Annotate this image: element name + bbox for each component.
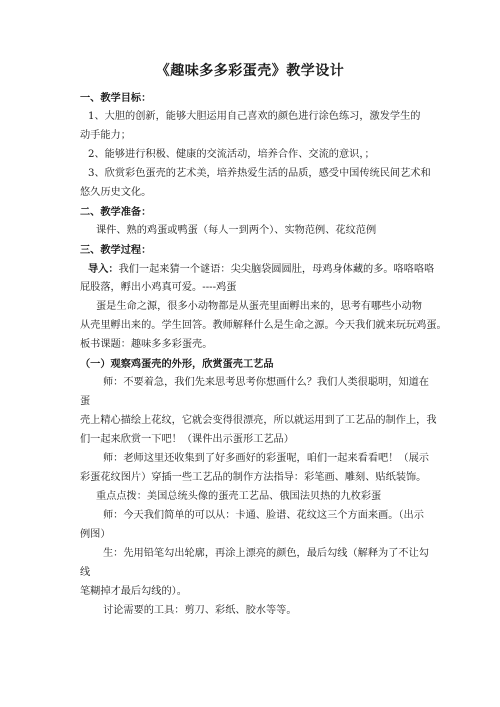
para-3-line-2: 蛋 (80, 396, 91, 407)
para-3-line-4: 们一起来欣赏一下吧！（课件出示蛋形工艺品） (80, 434, 294, 445)
para-7-line-3: 笔糊掉才最后勾线的）。 (80, 586, 187, 597)
objective-2: 2、能够进行积极、健康的交流活动，培养合作、交流的意识，； (88, 149, 375, 160)
intro-line-1 (88, 262, 434, 277)
subsection-1-heading: （一）观察鸡蛋壳的外形，欣赏蛋壳工艺品 (80, 358, 274, 370)
para-4-line-2: 彩蛋花纹图片）穿插一些工艺品的制作方法指导：彩笔画、雕刻、贴纸装饰。 (80, 472, 427, 483)
para-4-line-1: 师：老师这里还收集到了好多画好的彩蛋呢，咱们一起来看看吧！（展示 (103, 453, 429, 464)
objective-3-line-1: 3、欣赏彩色蛋壳的艺术美，培养热爱生活的品质，感受中国传统民间艺术和 (88, 168, 431, 179)
objective-1-line-1: 1、大胆的创新，能够大胆运用自己喜欢的颜色进行涂色练习，激发学生的 (88, 111, 421, 122)
para-2-line-1: 蛋是生命之源，很多小动物都是从蛋壳里面孵出来的，思考有哪些小动物 (96, 301, 422, 312)
intro-line-2: 屁股落，孵出小鸡真可爱。----鸡蛋 (80, 282, 237, 293)
para-8: 讨论需要的工具：剪刀、彩纸、胶水等等。 (103, 605, 297, 616)
prep-text: 课件、熟的鸡蛋或鸭蛋（每人一到两个）、实物范例、花纹范例 (96, 225, 377, 236)
para-7-line-1: 生：先用铅笔勾出轮廓，再涂上漂亮的颜色，最后勾线（解释为了不让勾 (103, 548, 429, 559)
para-2-line-2: 从壳里孵出来的。学生回答。教师解释什么是生命之源。今天我们就来玩玩鸡蛋。 (80, 320, 447, 331)
intro-label: 导入： (88, 263, 119, 275)
document-title: 《趣味多多彩蛋壳》教学设计 (155, 63, 345, 79)
para-6-line-1: 师：今天我们简单的可以从：卡通、脸谱、花纹这三个方面来画。（出示 (103, 510, 424, 521)
para-2-line-3: 板书课题：趣味多多彩蛋壳。 (80, 339, 213, 350)
para-6-line-2: 例图） (80, 529, 111, 540)
objectives-heading: 一、教学目标： (80, 92, 152, 104)
prep-heading: 二、教学准备： (80, 206, 152, 218)
objective-3-line-2: 悠久历史文化。 (80, 187, 152, 198)
para-3-line-3: 壳上精心描绘上花纹，它就会变得很漂亮，所以就运用到了工艺品的制作上，我 (80, 415, 437, 426)
intro-text: 我们一起来猜一个谜语：尖尖脑袋圆圆肚，母鸡身体藏的多。咯咯咯咯 (118, 264, 435, 275)
objective-1-line-2: 动手能力； (80, 130, 131, 141)
process-heading: 三、教学过程： (80, 244, 152, 256)
para-3-line-1: 师：不要着急，我们先来思考思考你想画什么？我们人类很聪明，知道在 (103, 377, 429, 388)
para-5: 重点点拨：美国总统头像的蛋壳工艺品、俄国法贝热的九枚彩蛋 (96, 491, 382, 502)
para-7-line-2: 线 (80, 567, 91, 578)
